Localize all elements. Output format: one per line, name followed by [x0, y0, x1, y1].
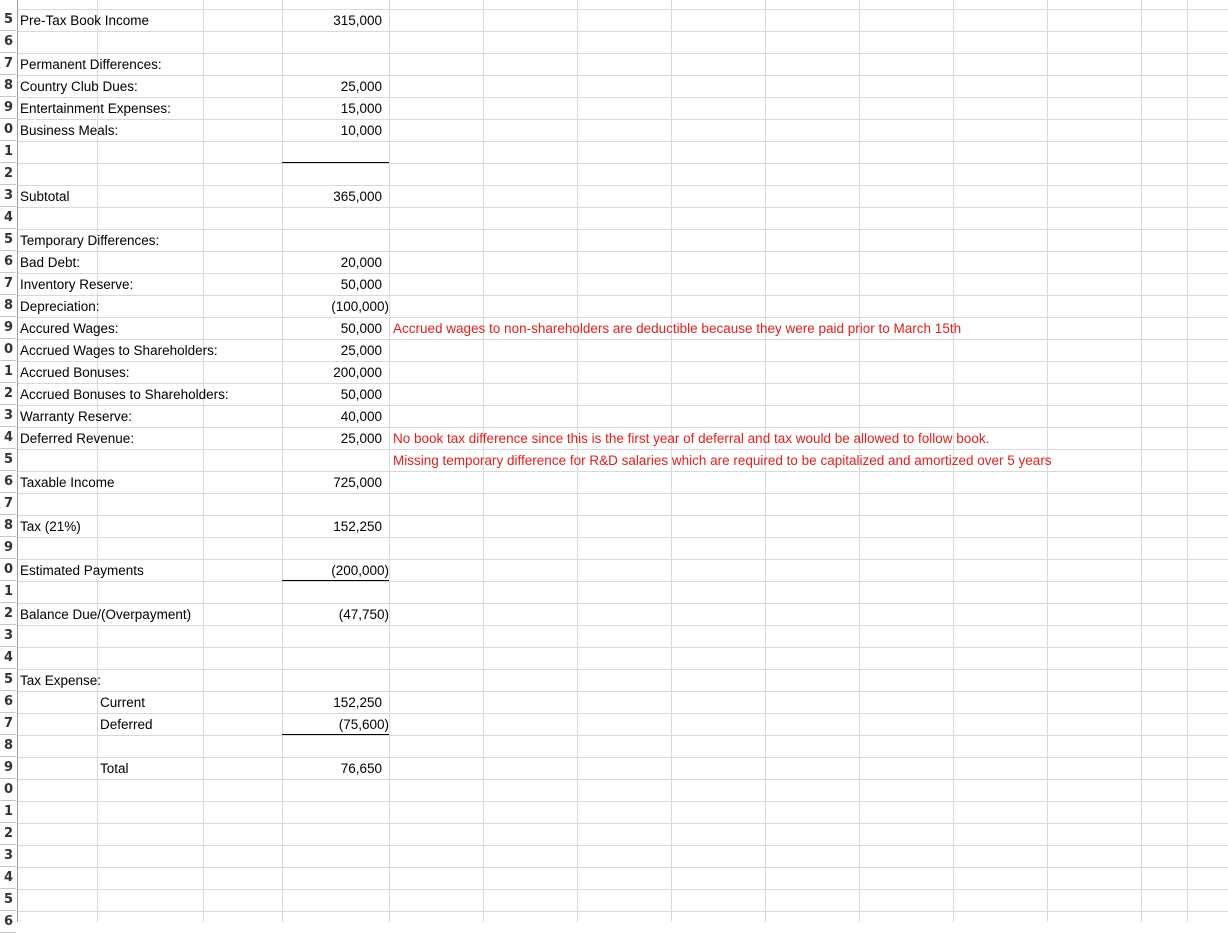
value-estimated-payments[interactable]: (200,000) [331, 563, 389, 578]
value-total[interactable]: 76,650 [340, 761, 382, 776]
row-header[interactable]: 8 [0, 515, 16, 537]
row-header[interactable]: 3 [0, 405, 16, 427]
row-header[interactable]: 8 [0, 735, 16, 757]
row-header[interactable]: 2 [0, 603, 16, 625]
label-tax-expense[interactable]: Tax Expense: [20, 673, 102, 688]
row-header[interactable]: 7 [0, 493, 16, 515]
label-permanent-differences[interactable]: Permanent Differences: [20, 57, 162, 72]
row-header[interactable]: 0 [0, 559, 16, 581]
label-accrued-wages-shareholders[interactable]: Accrued Wages to Shareholders: [20, 343, 218, 358]
label-accured-wages[interactable]: Accured Wages: [20, 321, 119, 336]
label-estimated-payments[interactable]: Estimated Payments [20, 563, 144, 578]
column-gridline [1187, 0, 1188, 922]
row-header[interactable]: 4 [0, 647, 16, 669]
label-accrued-bonuses-shareholders[interactable]: Accrued Bonuses to Shareholders: [20, 387, 229, 402]
row-header[interactable]: 5 [0, 669, 16, 691]
value-subtotal[interactable]: 365,000 [333, 189, 382, 204]
label-tax[interactable]: Tax (21%) [20, 519, 81, 534]
row-header[interactable]: 2 [0, 823, 16, 845]
note-deferred-revenue[interactable]: No book tax difference since this is the first year of deferral and tax would be allowed to follow book. [393, 431, 990, 446]
row-header[interactable]: 1 [0, 141, 16, 163]
value-accured-wages[interactable]: 50,000 [340, 321, 382, 336]
value-deferred[interactable]: (75,600) [338, 717, 389, 732]
value-inventory-reserve[interactable]: 50,000 [340, 277, 382, 292]
label-deferred-revenue[interactable]: Deferred Revenue: [20, 431, 135, 446]
row-header[interactable]: 9 [0, 97, 16, 119]
value-warranty-reserve[interactable]: 40,000 [340, 409, 382, 424]
value-balance-due[interactable]: (47,750) [338, 607, 389, 622]
row-header[interactable]: 0 [0, 119, 16, 141]
label-subtotal[interactable]: Subtotal [20, 189, 70, 204]
estimated-payments-underline [282, 580, 389, 581]
label-total[interactable]: Total [100, 761, 129, 776]
column-gridline [203, 0, 204, 922]
row-header[interactable]: 9 [0, 757, 16, 779]
value-entertainment-expenses[interactable]: 15,000 [340, 101, 382, 116]
label-bad-debt[interactable]: Bad Debt: [20, 255, 81, 270]
label-current[interactable]: Current [100, 695, 146, 710]
row-header[interactable]: 6 [0, 911, 16, 933]
value-tax[interactable]: 152,250 [333, 519, 382, 534]
row-header[interactable]: 9 [0, 317, 16, 339]
note-accrued-wages[interactable]: Accrued wages to non-shareholders are deductible because they were paid prior to March 15th [393, 321, 962, 336]
label-temporary-differences[interactable]: Temporary Differences: [20, 233, 160, 248]
row-header[interactable]: 7 [0, 713, 16, 735]
subtotal-underline [282, 162, 389, 163]
row-header[interactable]: 4 [0, 867, 16, 889]
label-warranty-reserve[interactable]: Warranty Reserve: [20, 409, 133, 424]
row-header[interactable]: 5 [0, 449, 16, 471]
row-header[interactable]: 1 [0, 581, 16, 603]
row-header[interactable]: 2 [0, 383, 16, 405]
row-header[interactable]: 5 [0, 9, 16, 31]
value-country-club-dues[interactable]: 25,000 [340, 79, 382, 94]
tax-expense-underline [282, 734, 389, 735]
value-accrued-bonuses[interactable]: 200,000 [333, 365, 382, 380]
value-depreciation[interactable]: (100,000) [331, 299, 389, 314]
column-gridline [389, 0, 390, 922]
value-accrued-bonuses-shareholders[interactable]: 50,000 [340, 387, 382, 402]
row-header[interactable]: 6 [0, 691, 16, 713]
label-inventory-reserve[interactable]: Inventory Reserve: [20, 277, 134, 292]
label-depreciation[interactable]: Depreciation: [20, 299, 100, 314]
note-rd-salaries[interactable]: Missing temporary difference for R&D salaries which are required to be capitalized and amortized over 5 years [393, 453, 1052, 468]
row-header-column [0, 0, 18, 929]
row-header[interactable]: 8 [0, 75, 16, 97]
label-entertainment-expenses[interactable]: Entertainment Expenses: [20, 101, 171, 116]
label-business-meals[interactable]: Business Meals: [20, 123, 119, 138]
value-accrued-wages-shareholders[interactable]: 25,000 [340, 343, 382, 358]
row-header[interactable]: 5 [0, 889, 16, 911]
value-bad-debt[interactable]: 20,000 [340, 255, 382, 270]
row-header[interactable]: 7 [0, 273, 16, 295]
column-gridline [1141, 0, 1142, 922]
row-header[interactable]: 4 [0, 427, 16, 449]
row-header[interactable]: 3 [0, 185, 16, 207]
row-header[interactable]: 5 [0, 229, 16, 251]
label-country-club-dues[interactable]: Country Club Dues: [20, 79, 138, 94]
row-header[interactable]: 0 [0, 339, 16, 361]
label-pretax-book-income[interactable]: Pre-Tax Book Income [20, 13, 150, 28]
row-header[interactable]: 1 [0, 361, 16, 383]
row-header[interactable]: 9 [0, 537, 16, 559]
row-header[interactable]: 3 [0, 845, 16, 867]
row-header[interactable]: 6 [0, 471, 16, 493]
label-balance-due[interactable]: Balance Due/(Overpayment) [20, 607, 192, 622]
value-current[interactable]: 152,250 [333, 695, 382, 710]
row-header[interactable]: 1 [0, 801, 16, 823]
row-header[interactable]: 6 [0, 251, 16, 273]
value-deferred-revenue[interactable]: 25,000 [340, 431, 382, 446]
row-header[interactable]: 0 [0, 779, 16, 801]
label-accrued-bonuses[interactable]: Accrued Bonuses: [20, 365, 130, 380]
row-header[interactable]: 6 [0, 31, 16, 53]
label-taxable-income[interactable]: Taxable Income [20, 475, 115, 490]
value-business-meals[interactable]: 10,000 [340, 123, 382, 138]
row-header[interactable]: 4 [0, 207, 16, 229]
value-taxable-income[interactable]: 725,000 [333, 475, 382, 490]
value-pretax-book-income[interactable]: 315,000 [333, 13, 382, 28]
label-deferred[interactable]: Deferred [100, 717, 153, 732]
row-header[interactable]: 7 [0, 53, 16, 75]
row-header[interactable]: 3 [0, 625, 16, 647]
row-header[interactable]: 2 [0, 163, 16, 185]
row-header[interactable]: 8 [0, 295, 16, 317]
